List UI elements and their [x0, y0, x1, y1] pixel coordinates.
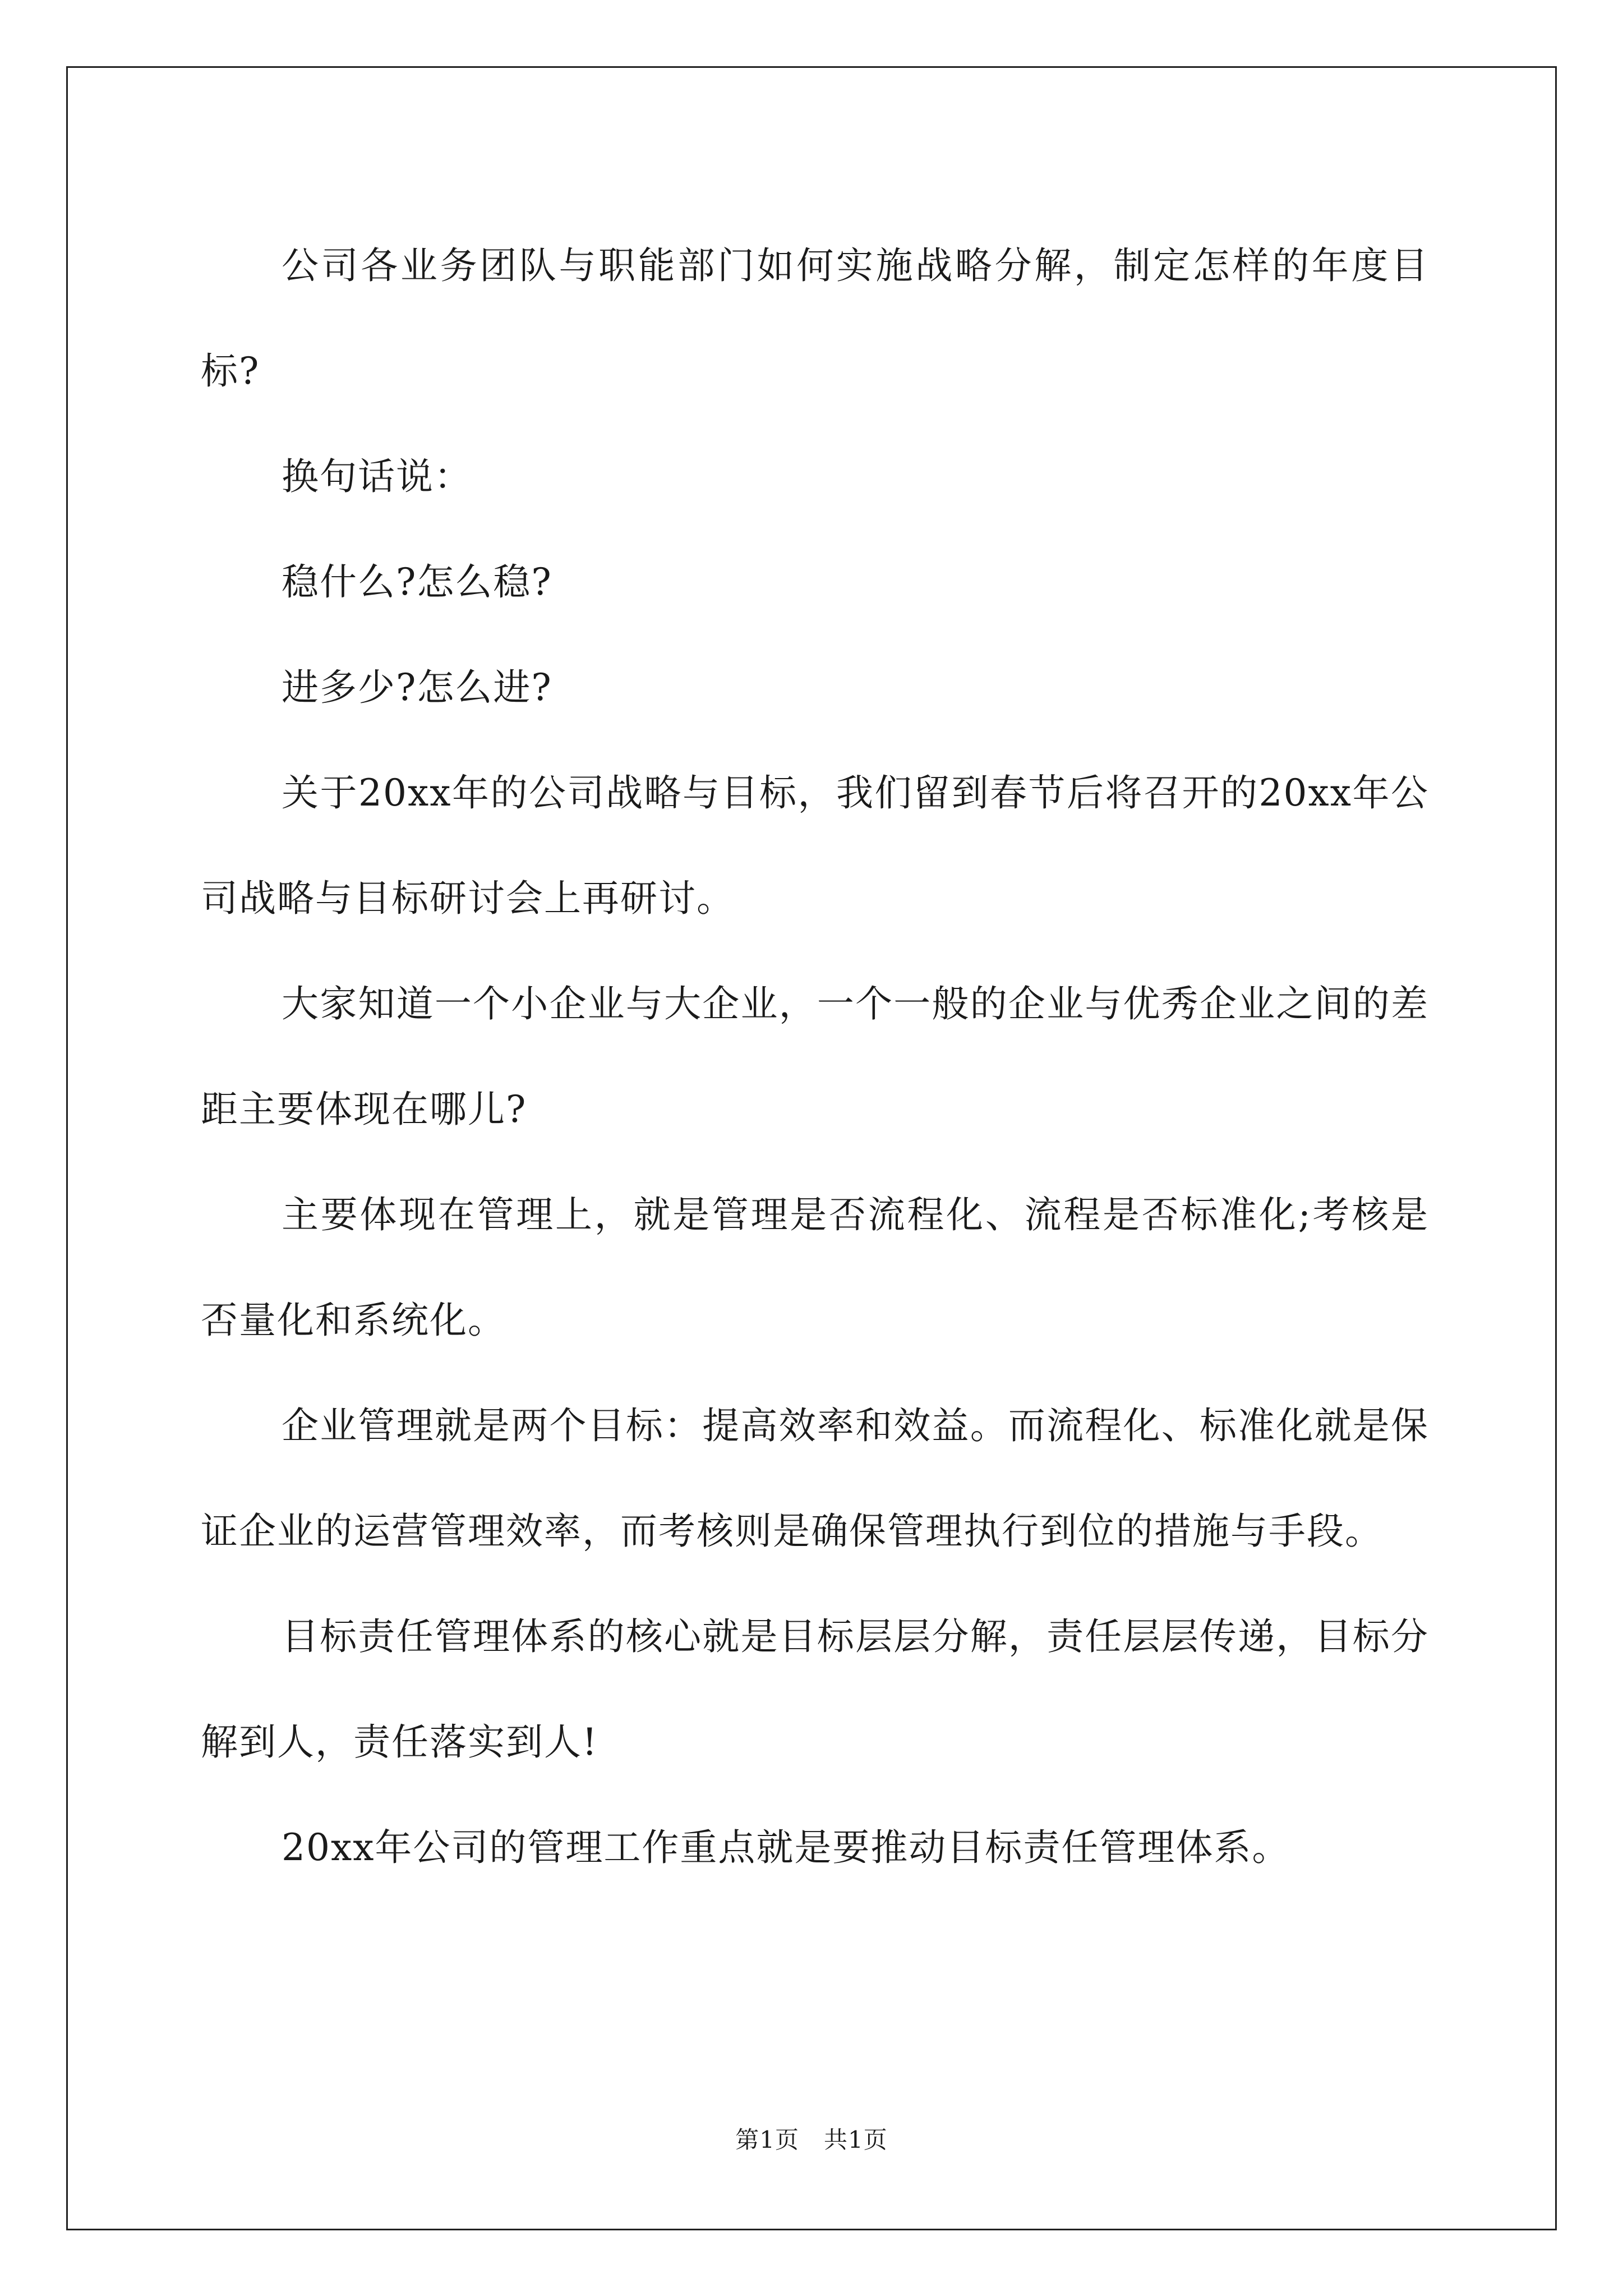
document-body [201, 213, 1429, 1901]
paragraph-1: 公司各业务团队与职能部门如何实施战略分解，制定怎样的年度目标? [201, 244, 1429, 393]
paragraph-7: 主要体现在管理上，就是管理是否流程化、流程是否标准化;考核是否量化和系统化。 [201, 1193, 1429, 1342]
paragraph-9: 目标责任管理体系的核心就是目标层层分解，责任层层传递，目标分解到人，责任落实到人! [201, 1615, 1429, 1764]
paragraph-10: 20xx年公司的管理工作重点就是要推动目标责任管理体系。 [282, 1826, 1290, 1869]
paragraph-4: 进多少?怎么进? [282, 666, 552, 709]
paragraph-6: 大家知道一个小企业与大企业，一个一般的企业与优秀企业之间的差距主要体现在哪儿? [201, 982, 1429, 1131]
page-footer [0, 2123, 1623, 2157]
paragraph-8: 企业管理就是两个目标：提高效率和效益。而流程化、标准化就是保证企业的运营管理效率，而考核则是确保管理执行到位的措施与手段。 [201, 1404, 1429, 1553]
paragraph-3: 稳什么?怎么稳? [282, 560, 552, 604]
page-number: 第1页 [735, 2126, 799, 2154]
paragraph-5: 关于20xx年的公司战略与目标，我们留到春节后将召开的20xx年公司战略与目标研讨会上再研讨。 [201, 771, 1429, 920]
page-total: 共1页 [824, 2126, 888, 2154]
paragraph-2: 换句话说： [282, 455, 472, 498]
